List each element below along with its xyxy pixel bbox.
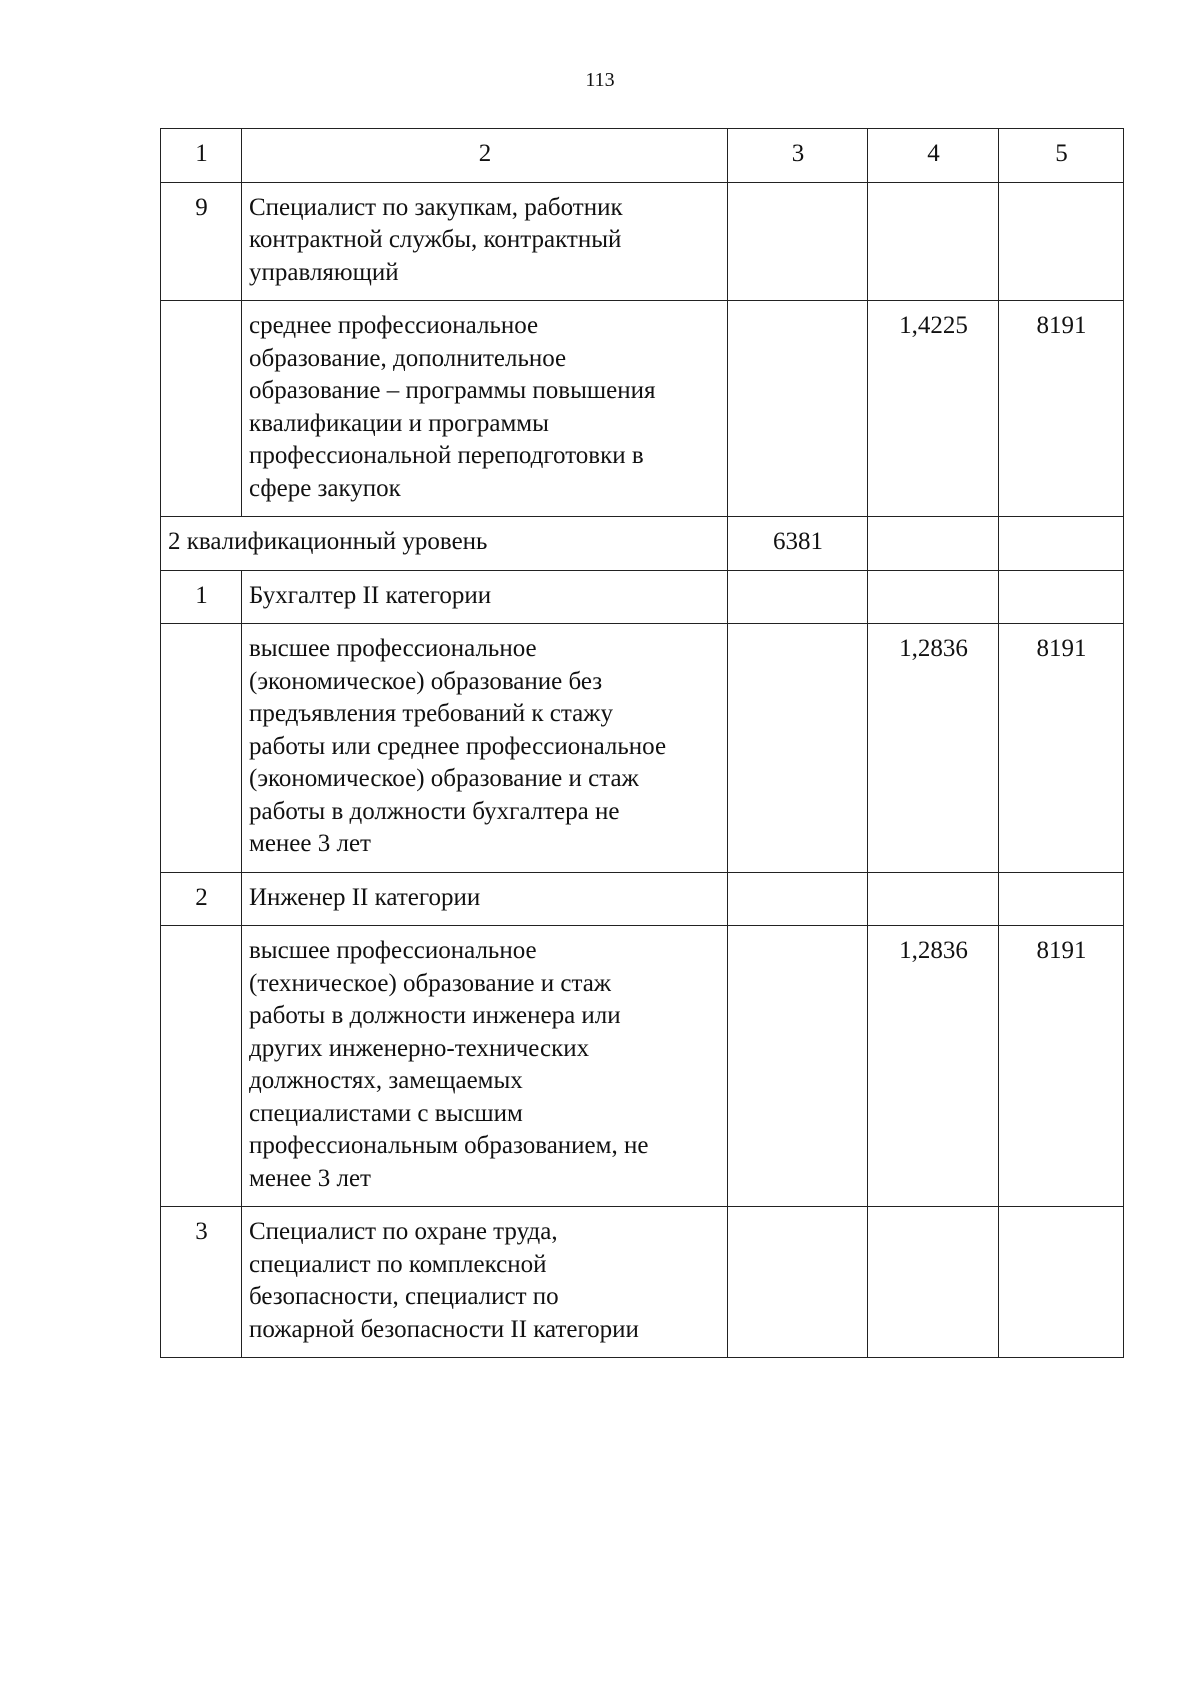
table-row: [161, 872, 1124, 926]
page-number: 113: [585, 69, 615, 91]
salary-cell: [728, 1207, 868, 1358]
table-header-row: [161, 129, 1124, 183]
coefficient-cell: [868, 1207, 999, 1358]
amount-cell: [999, 1207, 1124, 1358]
requirements-cell: высшее профессиональное (техническое) образование и стаж работы в должности инженера или других инженерно-технических должностях, замещаемых специалистами с высшим профессиональным образованием, не менее 3 лет: [242, 926, 728, 1207]
header-cell-3: 3: [728, 129, 868, 183]
amount-cell: [999, 872, 1124, 926]
qualification-table: [160, 128, 1124, 1358]
header-cell-1: 1: [161, 129, 242, 183]
row-number-cell: [161, 926, 242, 1207]
row-number-cell: 9: [161, 182, 242, 301]
coefficient-cell: 1,2836: [868, 624, 999, 873]
position-name-cell: Специалист по охране труда, специалист по комплексной безопасности, специалист по пожарной безопасности II категории: [242, 1207, 728, 1358]
amount-cell: 8191: [999, 301, 1124, 517]
row-number-cell: 2: [161, 872, 242, 926]
coefficient-cell: [868, 570, 999, 624]
coefficient-cell: 1,4225: [868, 301, 999, 517]
row-number-cell: 1: [161, 570, 242, 624]
amount-cell: [999, 517, 1124, 571]
position-name-cell: Бухгалтер II категории: [242, 570, 728, 624]
coefficient-cell: 1,2836: [868, 926, 999, 1207]
position-name-cell: Инженер II категории: [242, 872, 728, 926]
position-name-cell: Специалист по закупкам, работник контрактной службы, контрактный управляющий: [242, 182, 728, 301]
table-row: [161, 1207, 1124, 1358]
qualification-level-label: 2 квалификационный уровень: [161, 517, 728, 571]
salary-cell: [728, 570, 868, 624]
row-number-cell: [161, 301, 242, 517]
table-row: [161, 301, 1124, 517]
coefficient-cell: [868, 872, 999, 926]
requirements-cell: среднее профессиональное образование, дополнительное образование – программы повышения квалификации и программы профессиональной переподготовки в сфере закупок: [242, 301, 728, 517]
table-row: [161, 926, 1124, 1207]
coefficient-cell: [868, 182, 999, 301]
amount-cell: 8191: [999, 926, 1124, 1207]
requirements-cell: высшее профессиональное (экономическое) образование без предъявления требований к стажу работы или среднее профессиональное (экономическое) образование и стаж работы в должности бухгалтера не менее 3 лет: [242, 624, 728, 873]
amount-cell: 8191: [999, 624, 1124, 873]
base-salary-cell: 6381: [728, 517, 868, 571]
coefficient-cell: [868, 517, 999, 571]
amount-cell: [999, 182, 1124, 301]
header-cell-4: 4: [868, 129, 999, 183]
salary-cell: [728, 872, 868, 926]
table-row: [161, 182, 1124, 301]
salary-cell: [728, 182, 868, 301]
salary-cell: [728, 624, 868, 873]
row-number-cell: 3: [161, 1207, 242, 1358]
header-cell-2: 2: [242, 129, 728, 183]
table-row: [161, 570, 1124, 624]
table-row: [161, 624, 1124, 873]
qualification-level-row: [161, 517, 1124, 571]
row-number-cell: [161, 624, 242, 873]
salary-cell: [728, 301, 868, 517]
header-cell-5: 5: [999, 129, 1124, 183]
salary-cell: [728, 926, 868, 1207]
amount-cell: [999, 570, 1124, 624]
